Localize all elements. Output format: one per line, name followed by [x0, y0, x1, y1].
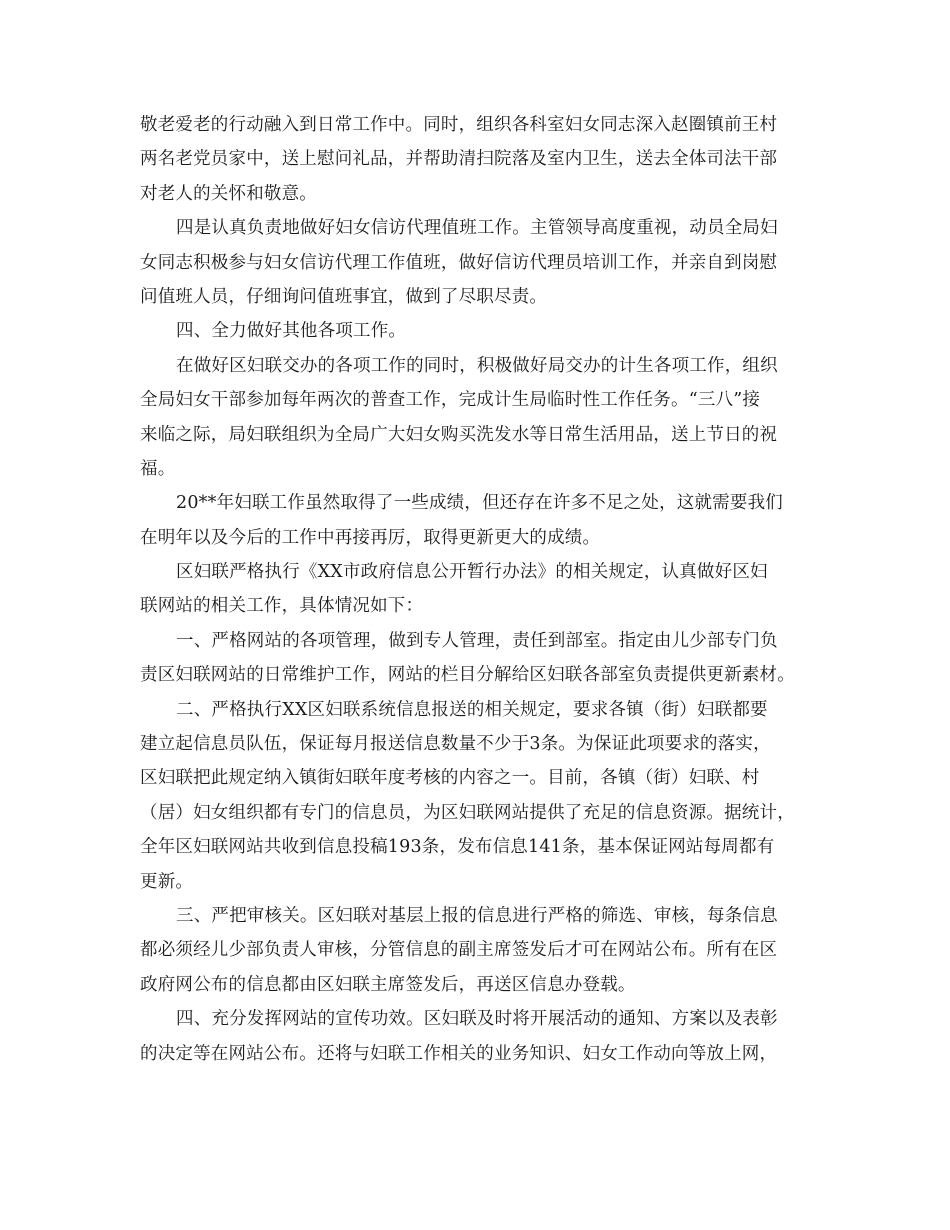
text-line: 女同志积极参与妇女信访代理工作值班，做好信访代理员培训工作，并亲自到岗慰: [140, 252, 778, 273]
paragraph: [140, 486, 830, 555]
document-body: [140, 108, 830, 1071]
paragraph: [140, 211, 830, 314]
text-line: 三、严把审核关。区妇联对基层上报的信息进行严格的筛选、审核，每条信息: [176, 905, 778, 926]
text-line: 在做好区妇联交办的各项工作的同时，积极做好局交办的计生各项工作，组织: [176, 355, 778, 376]
text-line: 对老人的关怀和敬意。: [140, 183, 317, 204]
paragraph: [140, 624, 830, 693]
text-line: 来临之际，局妇联组织为全局广大妇女购买洗发水等日常生活用品，送上节日的祝: [140, 424, 778, 445]
paragraph: [140, 314, 830, 348]
text-line: 二、严格执行XX区妇联系统信息报送的相关规定，要求各镇（街）妇联都要: [176, 699, 768, 720]
text-line: 建立起信息员队伍，保证每月报送信息数量不少于3条。为保证此项要求的落实，: [140, 734, 771, 755]
text-line: 四、全力做好其他各项工作。: [176, 321, 407, 342]
text-line: （居）妇女组织都有专门的信息员，为区妇联网站提供了充足的信息资源。据统计，: [140, 802, 795, 823]
text-line: 联网站的相关工作，具体情况如下：: [140, 596, 424, 617]
paragraph: [140, 349, 830, 487]
text-line: 责区妇联网站的日常维护工作，网站的栏目分解给区妇联各部室负责提供更新素材。: [140, 665, 795, 686]
paragraph: [140, 108, 830, 211]
text-line: 全年区妇联网站共收到信息投稿193条，发布信息141条，基本保证网站每周都有: [140, 837, 775, 858]
paragraph: [140, 899, 830, 1002]
text-line: 福。: [140, 458, 176, 479]
text-line: 全局妇女干部参加每年两次的普查工作，完成计生局临时性工作任务。“三八”接: [140, 390, 761, 411]
text-line: 四、充分发挥网站的宣传功效。区妇联及时将开展活动的通知、方案以及表彰: [176, 1009, 778, 1030]
paragraph: [140, 1002, 830, 1071]
text-line: 更新。: [140, 871, 194, 892]
text-line: 四是认真负责地做好妇女信访代理值班工作。主管领导高度重视，动员全局妇: [176, 218, 778, 239]
text-line: 都必须经儿少部负责人审核，分管信息的副主席签发后才可在网站公布。所有在区: [140, 940, 778, 961]
text-line: 区妇联严格执行《XX市政府信息公开暂行办法》的相关规定，认真做好区妇: [176, 562, 768, 583]
text-line: 区妇联把此规定纳入镇街妇联年度考核的内容之一。目前，各镇（街）妇联、村: [140, 768, 760, 789]
text-line: 20**年妇联工作虽然取得了一些成绩，但还存在许多不足之处，这就需要我们: [176, 493, 783, 514]
paragraph: [140, 693, 830, 899]
text-line: 敬老爱老的行动融入到日常工作中。同时，组织各科室妇女同志深入赵圈镇前王村: [140, 115, 778, 135]
text-line: 一、严格网站的各项管理，做到专人管理，责任到部室。指定由儿少部专门负: [176, 630, 778, 651]
text-line: 问值班人员，仔细询问值班事宜，做到了尽职尽责。: [140, 286, 548, 307]
text-line: 在明年以及今后的工作中再接再厉，取得更新更大的成绩。: [140, 527, 601, 548]
text-line: 的决定等在网站公布。还将与妇联工作相关的业务知识、妇女工作动向等放上网，: [140, 1043, 778, 1064]
text-line: 两名老党员家中，送上慰问礼品，并帮助清扫院落及室内卫生，送去全体司法干部: [140, 149, 778, 170]
text-line: 政府网公布的信息都由区妇联主席签发后，再送区信息办登载。: [140, 974, 636, 995]
paragraph: [140, 555, 830, 624]
